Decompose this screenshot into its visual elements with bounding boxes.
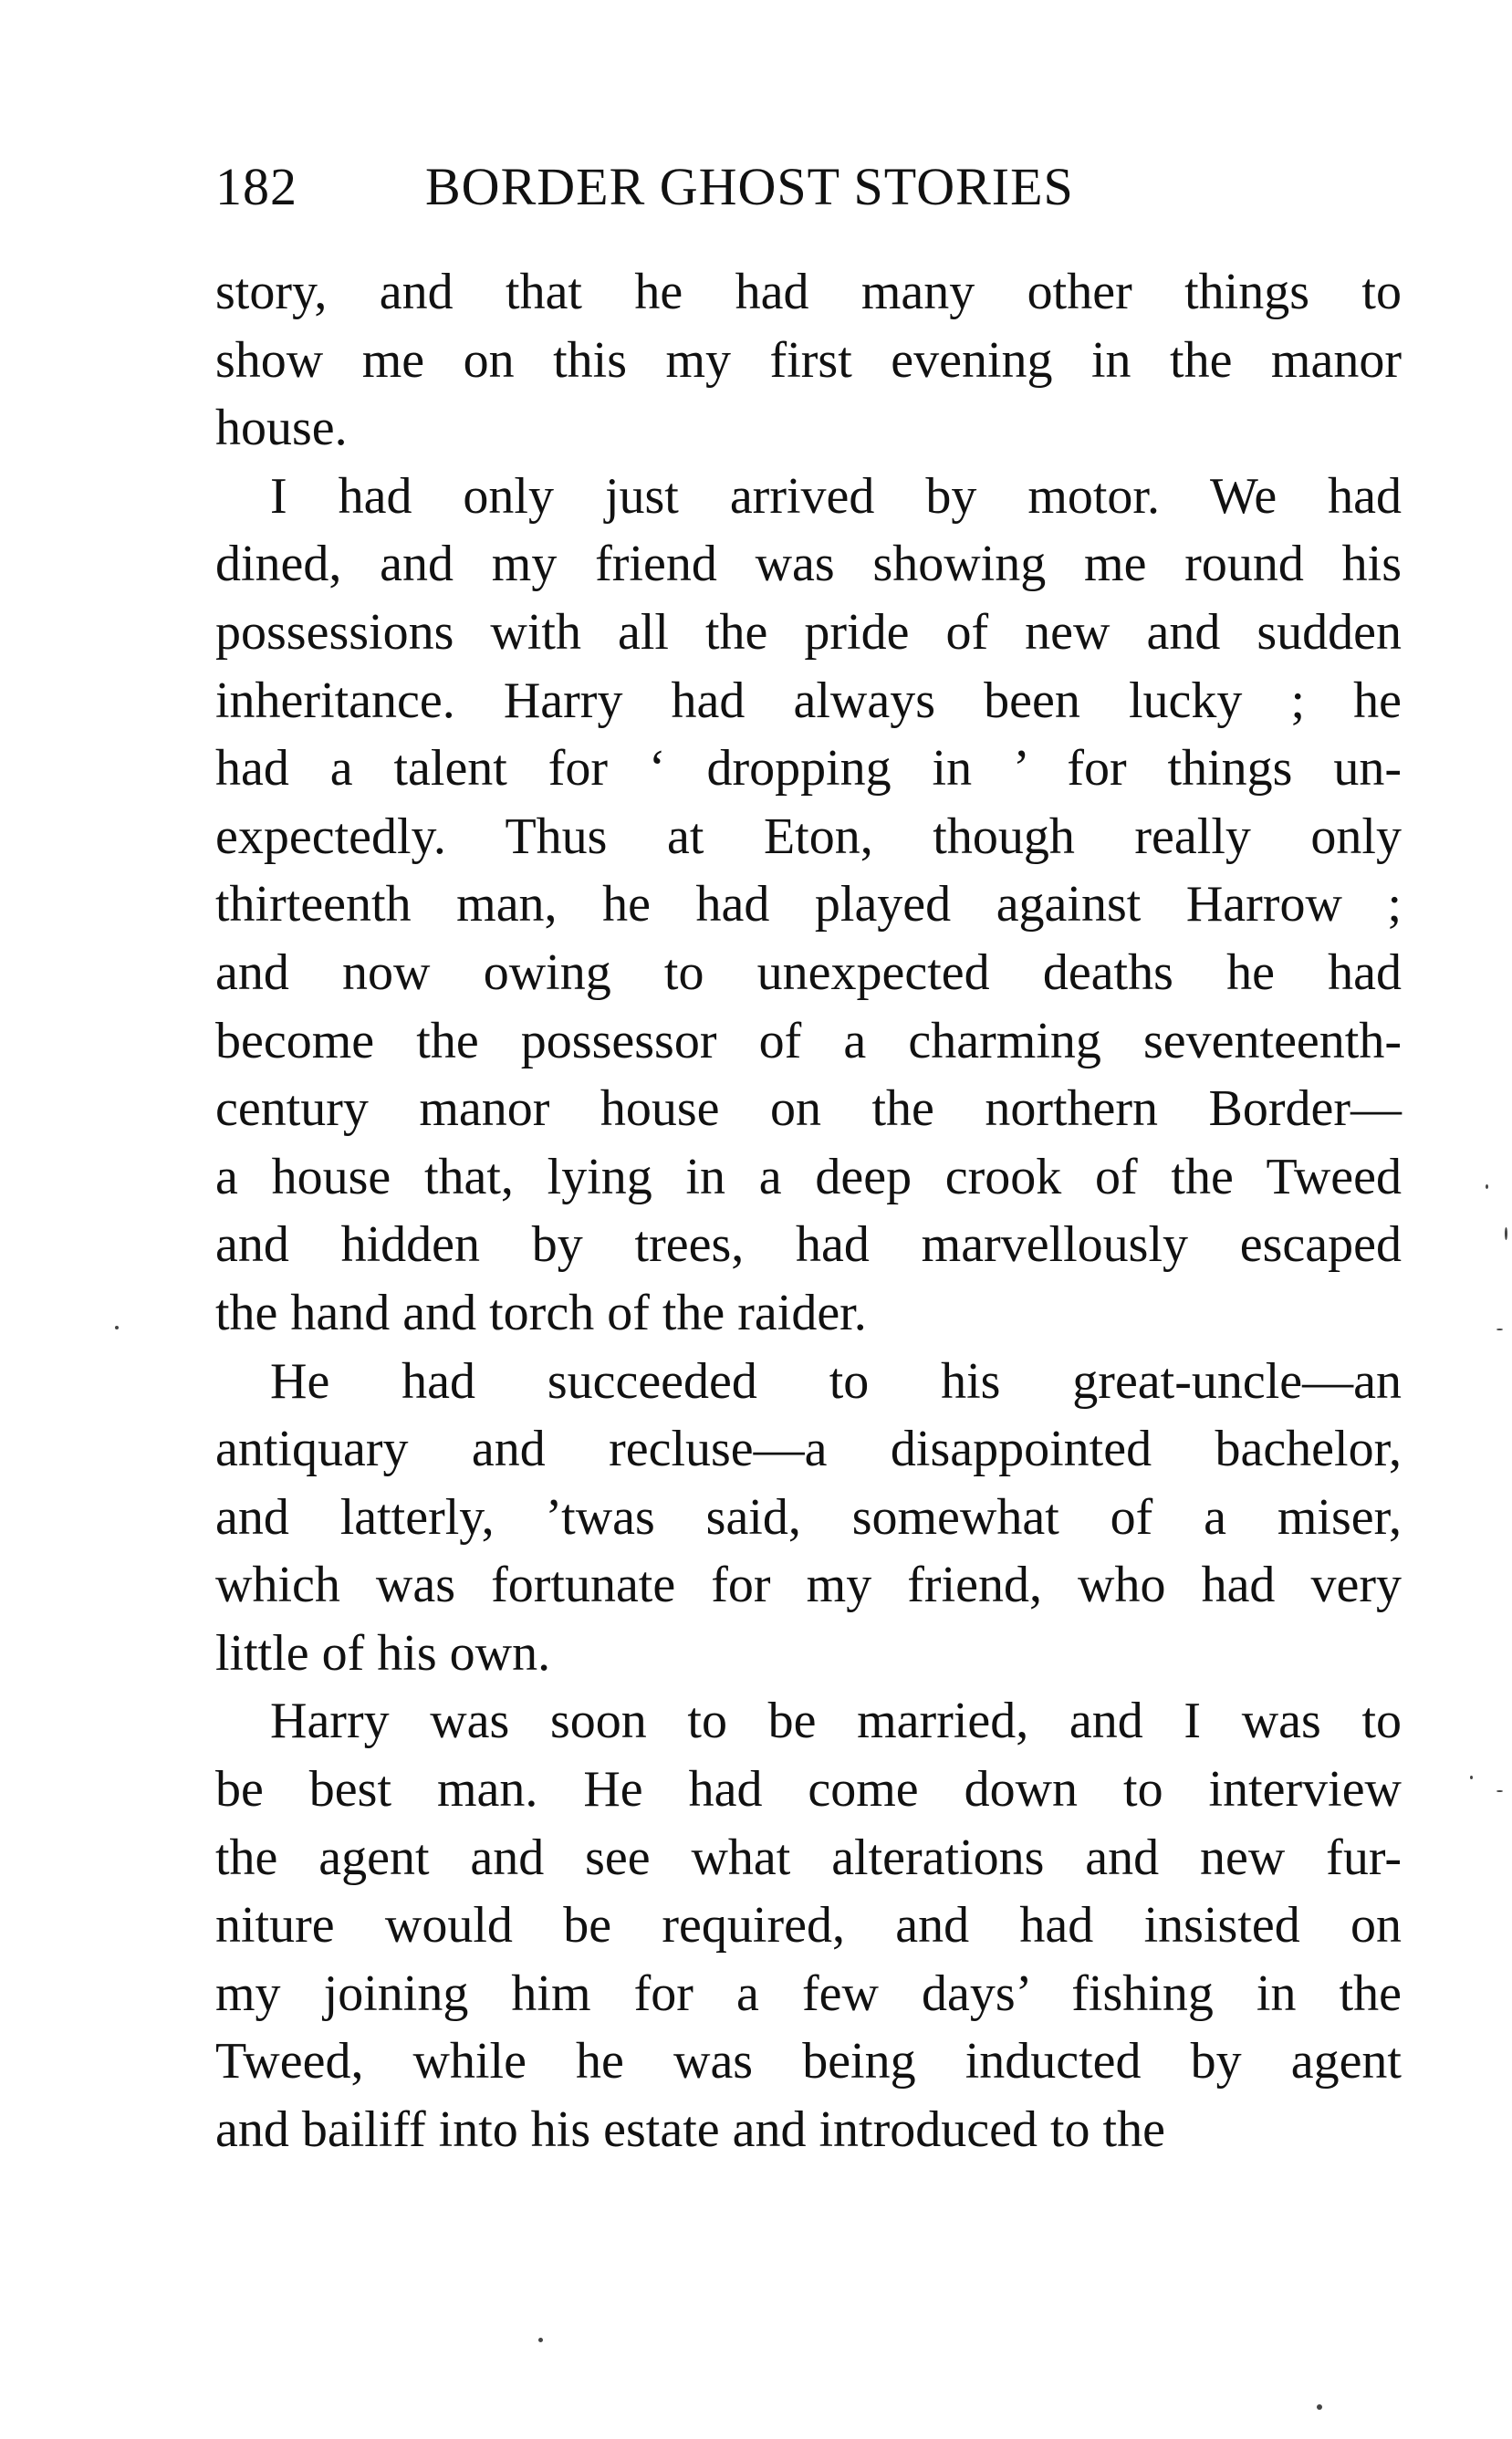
text-line: I had only just arrived by motor. We had	[270, 467, 1402, 525]
body-text	[215, 258, 1402, 2164]
text-line: show me on this my first evening in the manor	[215, 331, 1402, 389]
running-title: BORDER GHOST STORIES	[425, 157, 1074, 216]
text-line: a house that, lying in a deep crook of the Tweed	[215, 1148, 1402, 1205]
text-line: which was fortunate for my friend, who had very	[215, 1557, 1402, 1614]
text-line: Harry was soon to be married, and I was to	[270, 1693, 1402, 1750]
page-number: 182	[215, 157, 297, 216]
paragraph	[215, 463, 1402, 1348]
text-line: story, and that he had many other things to	[215, 264, 1402, 320]
text-line: and now owing to unexpected deaths he had	[215, 943, 1402, 1001]
text-line: dined, and my friend was showing me round his	[215, 536, 1402, 593]
scan-speck	[538, 2338, 543, 2342]
text-line: be best man. He had come down to interview	[215, 1761, 1402, 1819]
text-line: had a talent for ‘ dropping in ’ for things un-	[215, 740, 1402, 797]
text-line: become the possessor of a charming seventeenth-	[215, 1012, 1402, 1069]
text-line: the agent and see what alterations and new fur-	[215, 1829, 1402, 1886]
text-line: thirteenth man, he had played against Harrow ;	[215, 876, 1402, 933]
text-line: and latterly, ’twas said, somewhat of a miser,	[215, 1488, 1402, 1546]
text-line: Tweed, while he was being inducted by agent	[215, 2033, 1402, 2090]
text-line: little of his own.	[215, 1624, 551, 1682]
text-line: and hidden by trees, had marvellously escaped	[215, 1216, 1402, 1274]
text-line: possessions with all the pride of new and sudden	[215, 603, 1402, 661]
scan-speck	[115, 1326, 119, 1329]
text-line: inheritance. Harry had always been lucky ; he	[215, 672, 1402, 729]
page-header	[215, 151, 1402, 224]
text-line: my joining him for a few days’ fishing in the	[215, 1965, 1402, 2022]
paragraph	[215, 1687, 1402, 2163]
paragraph	[215, 258, 1402, 463]
text-line: niture would be required, and had insisted on	[215, 1897, 1402, 1954]
text-line: house.	[215, 400, 348, 457]
scan-speck	[1505, 1227, 1507, 1240]
text-line: the hand and torch of the raider.	[215, 1284, 867, 1341]
scan-speck	[1486, 1184, 1488, 1189]
paragraph	[215, 1348, 1402, 1688]
scan-speck	[1317, 2404, 1322, 2410]
scan-speck	[1496, 1790, 1503, 1792]
text-line: and bailiff into his estate and introduced to the	[215, 2101, 1165, 2159]
scan-speck	[1470, 1776, 1473, 1779]
text-line: He had succeeded to his great-uncle—an	[270, 1352, 1402, 1410]
text-line: century manor house on the northern Border—	[215, 1080, 1402, 1138]
text-line: expectedly. Thus at Eton, though really only	[215, 808, 1402, 865]
text-line: antiquary and recluse—a disappointed bachelor,	[215, 1421, 1402, 1478]
scan-speck	[1496, 1329, 1503, 1330]
